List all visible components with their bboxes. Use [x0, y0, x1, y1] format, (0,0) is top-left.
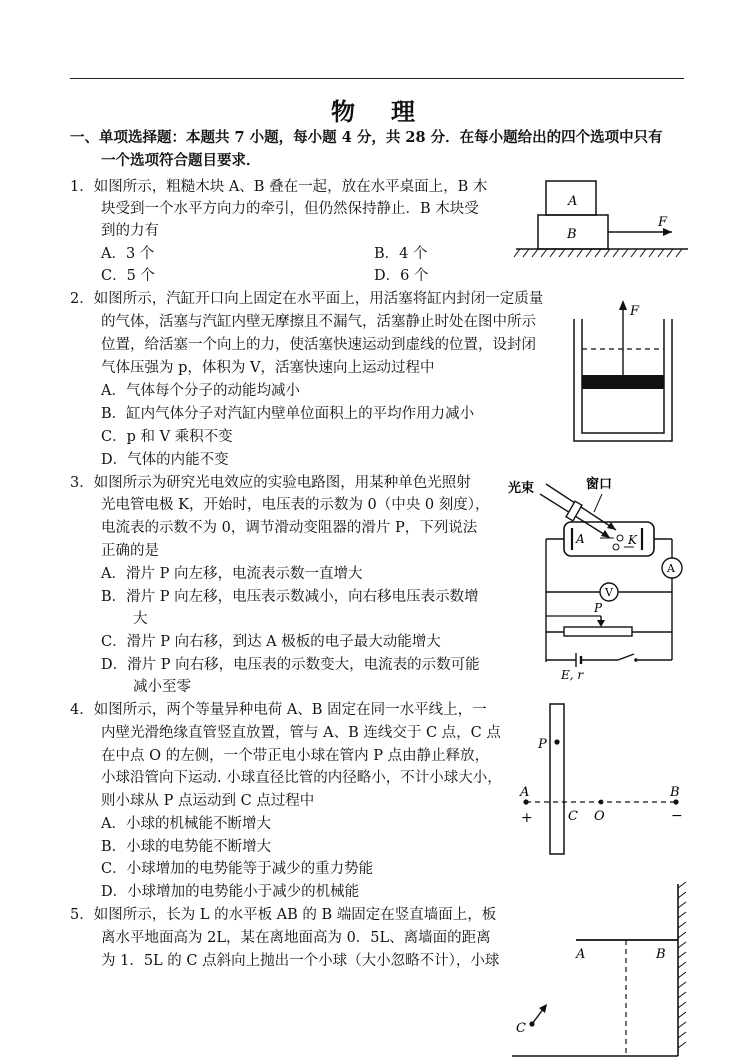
- label-c: C: [568, 809, 578, 824]
- charge-a: [523, 799, 528, 804]
- wall-hatch: [678, 882, 686, 1048]
- q2-line: 位置，给活塞一个向上的力，使活塞快速运动到虚线的位置，设封闭: [101, 337, 536, 353]
- q3-line: 光电管电极 K，开始时，电压表的示数为 0（中央 0 刻度），: [101, 497, 490, 513]
- q3-line: 电流表的示数不为 0，调节滑动变阻器的滑片 P，下列说法: [101, 520, 478, 536]
- q3-option-d: D．滑片 P 向右移，电压表的示数变大，电流表的示数可能: [101, 657, 480, 673]
- point-o: [599, 800, 604, 805]
- q4-option-b: B．小球的电势能不断增大: [101, 839, 272, 855]
- label-window: 窗口: [586, 477, 613, 492]
- charge-b: [673, 799, 678, 804]
- q2-option-c: C．p 和 V 乘积不变: [101, 429, 233, 445]
- label-a: A: [576, 532, 585, 546]
- q5-line: 离水平地面高为 2L，某在离地面高为 0．5L、离墙面的距离: [101, 930, 491, 946]
- switch: [618, 654, 634, 660]
- q4-line: 4．如图所示，两个等量异种电荷 A、B 固定在同一水平线上，一: [70, 702, 487, 718]
- label-b: B: [567, 227, 577, 242]
- q4-option-d: D．小球增加的电势能小于减少的机械能: [101, 884, 360, 900]
- q2-line: 气体压强为 p，体积为 V，活塞快速向上运动过程中: [101, 360, 435, 376]
- q1-figure: [512, 175, 692, 267]
- label-beam: 光束: [508, 481, 535, 496]
- q3-option-d-cont: 减小至零: [133, 679, 191, 695]
- q2-option-d: D．气体的内能不变: [101, 452, 229, 468]
- label-a: A: [520, 785, 530, 800]
- q4-line: 则小球从 P 点运动到 C 点过程中: [101, 793, 315, 809]
- label-k: K: [628, 533, 637, 547]
- label-a: A: [568, 194, 578, 209]
- label-b: B: [656, 947, 666, 962]
- ball-p: [554, 739, 559, 744]
- label-er: E, r: [561, 668, 584, 682]
- q1-line: 1．如图所示，粗糙木块 A、B 叠在一起，放在水平桌面上，B 木: [70, 179, 488, 195]
- q3-option-c: C．滑片 P 向右移，到达 A 极板的电子最大动能增大: [101, 634, 441, 650]
- q2-line: 的气体，活塞与汽缸内壁无摩擦且不漏气，活塞静止时处在图中所示: [101, 314, 536, 330]
- q3-option-a: A．滑片 P 向左移，电流表示数一直增大: [101, 566, 363, 582]
- q4-option-a: A．小球的机械能不断增大: [101, 816, 271, 832]
- q5-line: 5．如图所示，长为 L 的水平板 AB 的 B 端固定在竖直墙面上，板: [70, 907, 497, 923]
- section-heading: 一、单项选择题：本题共 7 小题，每小题 4 分，共 28 分．在每小题给出的四个选项中只有: [70, 129, 663, 146]
- q1-option-a: A．3 个: [101, 246, 155, 262]
- q3-figure: [506, 472, 696, 690]
- label-ammeter: A: [667, 562, 675, 575]
- label-plus: +: [521, 810, 533, 826]
- q2-line: 2．如图所示，汽缸开口向上固定在水平面上，用活塞将缸内封闭一定质量: [70, 291, 544, 307]
- q3-option-b: B．滑片 P 向左移，电压表示数减小，向右移电压表示数增: [101, 589, 479, 605]
- q1-option-c: C．5 个: [101, 268, 155, 284]
- label-p: P: [594, 601, 603, 615]
- section-heading-cont: 一个选项符合题目要求．: [101, 152, 261, 169]
- q1-option-b: B．4 个: [374, 246, 428, 262]
- slider-p: [597, 620, 605, 627]
- q2-option-a: A．气体每个分子的动能均减小: [101, 383, 300, 399]
- q3-option-b-cont: 大: [133, 611, 148, 627]
- q4-line: 内壁光滑绝缘直管竖直放置，管与 A、B 连线交于 C 点，C 点: [101, 725, 501, 741]
- throw-arrow: [539, 1004, 547, 1013]
- force-arrow: [619, 300, 627, 310]
- q4-option-c: C．小球增加的电势能等于减少的重力势能: [101, 861, 374, 877]
- label-f: F: [630, 304, 640, 319]
- label-f: F: [658, 215, 668, 230]
- rheostat: [564, 627, 632, 636]
- q2-figure: [570, 295, 682, 447]
- vertical-tube: [550, 704, 564, 854]
- q1-line: 块受到一个水平方向力的牵引，但仍然保持静止．B 木块受: [101, 201, 479, 217]
- label-o: O: [594, 809, 605, 824]
- label-minus: −: [671, 808, 683, 824]
- q4-line: 在中点 O 的左侧，一个带正电小球在管内 P 点由静止释放，: [101, 748, 490, 764]
- ground-hatch: [514, 249, 682, 257]
- window-port: [566, 501, 582, 521]
- q4-figure: [512, 702, 692, 858]
- q5-line: 为 1．5L 的 C 点斜向上抛出一个小球（大小忽略不计），小球: [101, 953, 500, 969]
- top-rule: [70, 78, 684, 79]
- piston: [582, 375, 664, 389]
- q1-line: 到的力有: [101, 223, 159, 239]
- q5-figure: [510, 880, 690, 1062]
- q3-line: 3．如图所示为研究光电效应的实验电路图，用某种单色光照射: [70, 475, 471, 491]
- label-b: B: [670, 785, 680, 800]
- label-c: C: [516, 1021, 526, 1036]
- label-voltmeter: V: [605, 586, 613, 599]
- label-a: A: [576, 947, 586, 962]
- q4-line: 小球沿管向下运动. 小球直径比管的内径略小，不计小球大小，: [101, 770, 502, 786]
- q1-option-d: D．6 个: [374, 268, 429, 284]
- q2-option-b: B．缸内气体分子对汽缸内壁单位面积上的平均作用力减小: [101, 406, 475, 422]
- q3-line: 正确的是: [101, 543, 159, 559]
- page-title: 物 理: [331, 97, 421, 126]
- label-p: P: [538, 737, 547, 752]
